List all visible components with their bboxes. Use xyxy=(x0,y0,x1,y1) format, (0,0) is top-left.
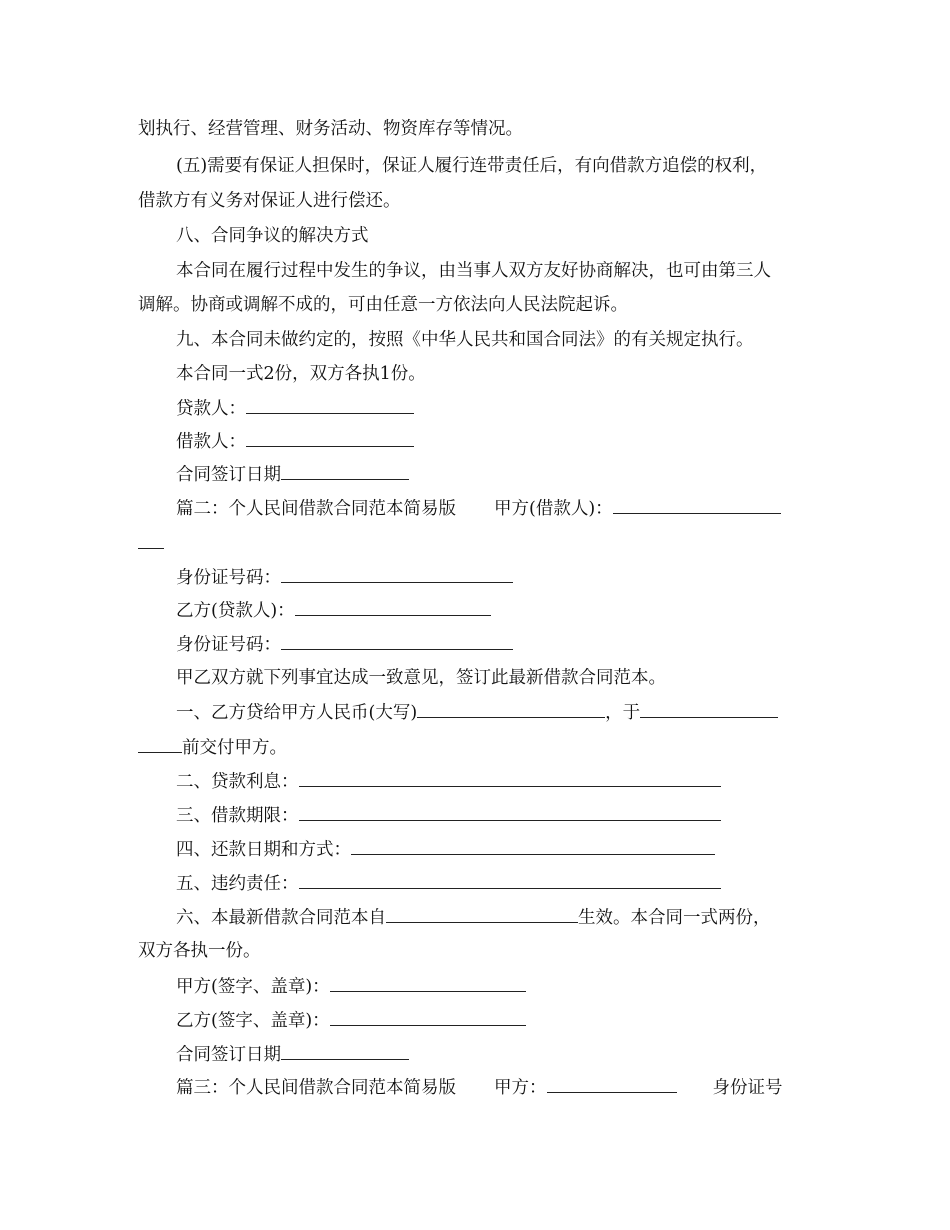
blank-field[interactable] xyxy=(246,397,414,414)
sign-date-line xyxy=(176,463,856,486)
field-label: 五、违约责任： xyxy=(176,874,299,894)
liability-line xyxy=(176,872,856,895)
field-label: 身份证号码： xyxy=(176,635,281,655)
paragraph-text: 前交付甲方。 xyxy=(182,738,287,758)
field-label: 一、乙方贷给甲方人民币(大写) xyxy=(176,703,418,723)
text-line xyxy=(176,155,856,177)
blank-field[interactable] xyxy=(547,1076,677,1093)
field-label: 甲方： xyxy=(494,1078,547,1098)
field-label: 合同签订日期 xyxy=(176,465,281,485)
paragraph-text: 调解。协商或调解不成的，可由任意一方依法向人民法院起诉。 xyxy=(138,295,628,315)
part-three-heading xyxy=(176,1076,856,1099)
blank-field[interactable] xyxy=(330,1009,526,1026)
heading-text: 篇二：个人民间借款合同范本简易版 xyxy=(176,499,456,519)
paragraph-text: 甲乙双方就下列事宜达成一致意见，签订此最新借款合同范本。 xyxy=(176,668,666,688)
repayment-line xyxy=(176,838,856,861)
field-label: 借款人： xyxy=(176,432,246,452)
field-label: 四、还款日期和方式： xyxy=(176,840,351,860)
field-label: 乙方(贷款人)： xyxy=(176,601,295,621)
part-two-heading xyxy=(176,497,856,520)
field-label: 贷款人： xyxy=(176,399,246,419)
blank-field[interactable] xyxy=(299,770,721,787)
id-number-line xyxy=(176,633,856,656)
text-line xyxy=(176,363,856,385)
id-number-line xyxy=(176,566,856,589)
loan-amount-line xyxy=(176,701,856,724)
blank-field[interactable] xyxy=(351,838,715,855)
field-label: 合同签订日期 xyxy=(176,1045,281,1065)
field-label: 二、贷款利息： xyxy=(176,772,299,792)
paragraph-text: 本合同在履行过程中发生的争议，由当事人双方友好协商解决，也可由第三人 xyxy=(176,261,771,281)
blank-field[interactable] xyxy=(299,872,721,889)
blank-field[interactable] xyxy=(299,804,721,821)
heading-text: 篇三：个人民间借款合同范本简易版 xyxy=(176,1078,456,1098)
blank-field[interactable] xyxy=(138,736,182,753)
field-label: 甲方(签字、盖章)： xyxy=(176,977,330,997)
field-label: 甲方(借款人)： xyxy=(494,499,613,519)
sign-date-line xyxy=(176,1043,856,1066)
text-line xyxy=(138,294,818,316)
paragraph-text: 双方各执一份。 xyxy=(138,941,261,961)
field-label: 六、本最新借款合同范本自 xyxy=(176,908,386,928)
section-heading xyxy=(176,225,856,247)
paragraph-text: 本合同一式2份，双方各执1份。 xyxy=(176,364,426,384)
party-b-line xyxy=(176,599,856,622)
effective-line xyxy=(176,906,856,929)
text-line xyxy=(138,532,818,555)
blank-field[interactable] xyxy=(281,566,513,583)
paragraph-text: 借款方有义务对保证人进行偿还。 xyxy=(138,191,401,211)
blank-field[interactable] xyxy=(246,430,414,447)
text-line xyxy=(176,329,856,351)
text-line xyxy=(138,190,818,212)
party-b-sign-line xyxy=(176,1009,856,1032)
lender-line xyxy=(176,397,856,420)
blank-field[interactable] xyxy=(281,633,513,650)
party-a-sign-line xyxy=(176,975,856,998)
term-line xyxy=(176,804,856,827)
text-line xyxy=(176,667,856,689)
interest-line xyxy=(176,770,856,793)
blank-field[interactable] xyxy=(295,599,491,616)
blank-field[interactable] xyxy=(281,463,409,480)
blank-field[interactable] xyxy=(640,701,778,718)
text-line xyxy=(138,118,818,140)
text-line xyxy=(138,940,818,962)
heading-text: 八、合同争议的解决方式 xyxy=(176,226,369,246)
blank-field[interactable] xyxy=(330,975,526,992)
paragraph-text: (五)需要有保证人担保时，保证人履行连带责任后，有向借款方追偿的权利， xyxy=(176,156,768,176)
field-label: 身份证号码： xyxy=(176,568,281,588)
field-label: ，于 xyxy=(605,703,641,723)
borrower-line xyxy=(176,430,856,453)
paragraph-text: 划执行、经营管理、财务活动、物资库存等情况。 xyxy=(138,119,523,139)
blank-field[interactable] xyxy=(281,1043,409,1060)
field-label: 乙方(签字、盖章)： xyxy=(176,1011,330,1031)
blank-field[interactable] xyxy=(417,701,605,718)
field-label: 三、借款期限： xyxy=(176,806,299,826)
paragraph-text: 生效。本合同一式两份， xyxy=(578,908,771,928)
blank-field[interactable] xyxy=(613,497,781,514)
blank-field[interactable] xyxy=(386,906,578,923)
text-line xyxy=(138,736,818,759)
field-label: 身份证号 xyxy=(712,1078,783,1098)
text-line xyxy=(176,260,856,282)
paragraph-text: 九、本合同未做约定的，按照《中华人民共和国合同法》的有关规定执行。 xyxy=(176,330,754,350)
blank-field[interactable] xyxy=(138,532,164,549)
